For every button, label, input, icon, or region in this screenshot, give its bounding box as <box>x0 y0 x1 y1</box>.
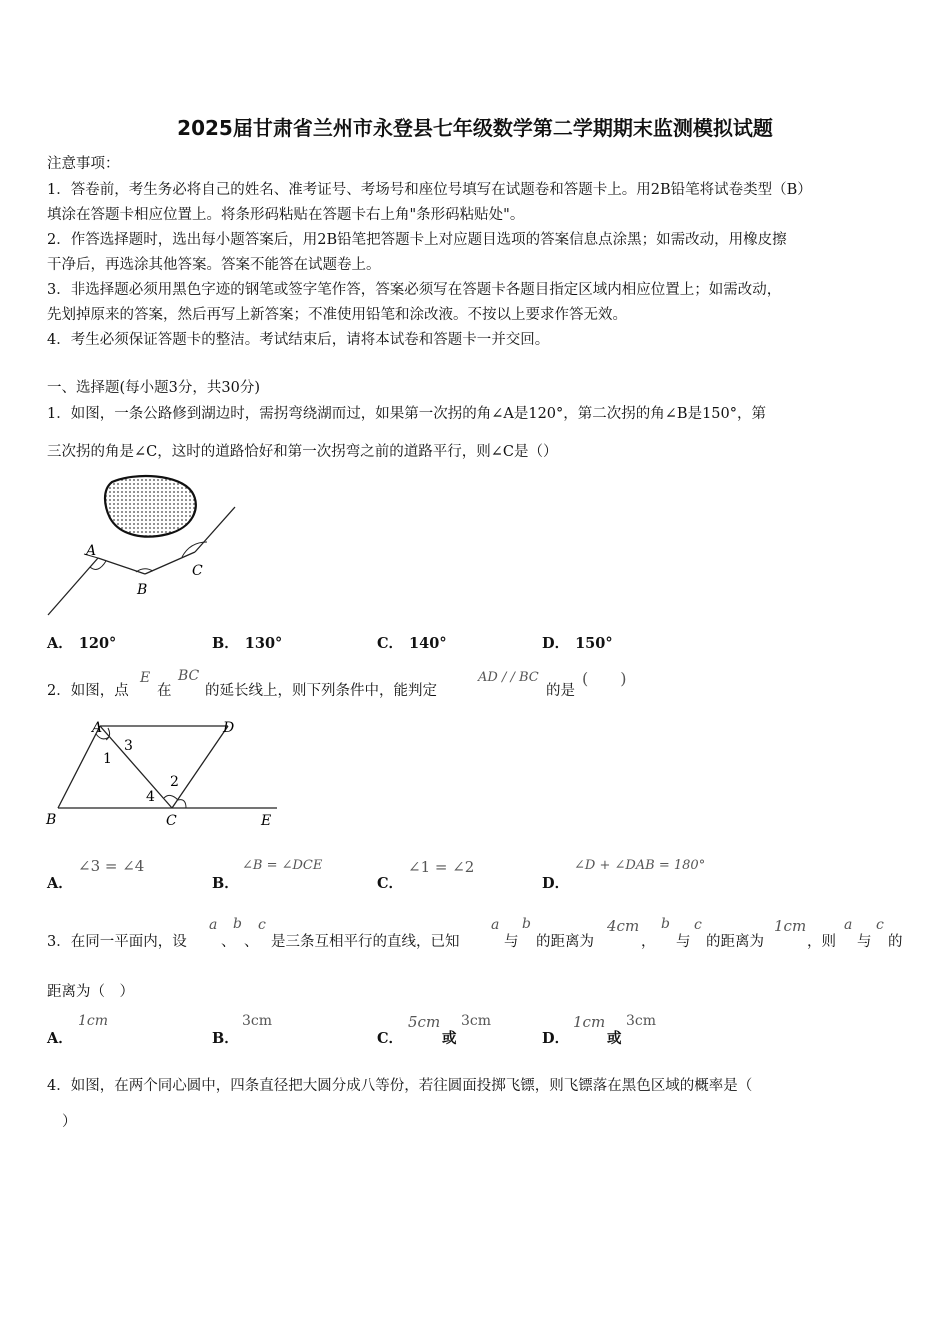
q3-option-d[interactable]: D． <box>542 1030 570 1047</box>
q3-comma: ， <box>641 934 656 950</box>
notice-line: 填涂在答题卡相应位置上。将条形码粘贴在答题卡右上角"条形码粘贴处"。 <box>47 207 525 223</box>
q2-math-bc: BC <box>178 668 200 684</box>
q3-option-d-value1: 1cm <box>573 1013 606 1031</box>
q1-option-a[interactable]: A． 120° <box>47 635 117 652</box>
q4-text-line1: 4．如图，在两个同心圆中，四条直径把大圆分成八等份，若往圆面投掷飞镖，则飞镖落在黑色区域的概率是（ <box>47 1078 753 1094</box>
q3-yu: 与 <box>504 934 519 950</box>
q3-distance-ab: 4cm <box>607 917 640 935</box>
fig-label-3: 3 <box>124 738 133 754</box>
road-segment <box>98 558 145 574</box>
q1-figure <box>40 470 250 630</box>
q2-text-part: 在 <box>157 683 172 699</box>
notice-line: 干净后，再选涂其他答案。答案不能答在试题卷上。 <box>47 257 381 273</box>
angle-arc <box>178 800 186 808</box>
notice-heading: 注意事项： <box>47 156 120 172</box>
fig-label-1: 1 <box>103 751 112 767</box>
q2-option-b-expr: ∠B = ∠DCE <box>242 858 323 873</box>
q3-option-a-value: 1cm <box>78 1013 109 1029</box>
q3-text-line2: 距离为（ ） <box>47 984 134 1000</box>
section-heading: 一、选择题(每小题3分，共30分) <box>47 380 260 396</box>
q3-option-b-value: 3cm <box>242 1013 273 1029</box>
road-segment <box>48 558 98 615</box>
q2-text-part: 的延长线上，则下列条件中，能判定 <box>205 683 437 699</box>
q3-math-c: c <box>694 917 702 933</box>
fig-label-c: C <box>166 813 177 829</box>
fig-label-b: B <box>46 812 57 828</box>
q2-option-d[interactable]: D． <box>542 875 570 892</box>
angle-arc-c <box>182 542 207 557</box>
notice-line: 3．非选择题必须用黑色字迹的钢笔或签字笔作答，答案必须写在答题卡各题目指定区域内相应位置上；如需改动， <box>47 282 782 298</box>
q3-yu: 与 <box>857 934 872 950</box>
q3-math-c: c <box>876 917 884 933</box>
q3-option-d-or: 或 <box>607 1030 622 1047</box>
q3-math-c: c <box>258 917 266 933</box>
q2-figure <box>40 712 285 832</box>
q1-text-line2: 三次拐的角是∠C，这时的道路恰好和第一次拐弯之前的道路平行，则∠C是（） <box>47 444 558 460</box>
q2-option-a[interactable]: A． <box>47 875 73 892</box>
q3-math-b: b <box>661 916 670 932</box>
q3-text-part: ，则 <box>807 934 836 950</box>
q2-option-a-expr: ∠3 = ∠4 <box>78 857 145 875</box>
q3-text-part: 的 <box>888 934 903 950</box>
q2-option-b[interactable]: B． <box>212 875 239 892</box>
q2-option-c-expr: ∠1 = ∠2 <box>408 858 475 876</box>
q3-option-c-or: 或 <box>442 1030 457 1047</box>
page-title: 2025届甘肃省兰州市永登县七年级数学第二学期期末监测模拟试题 <box>177 116 773 140</box>
q1-option-c[interactable]: C． 140° <box>377 635 447 652</box>
q3-distance-bc: 1cm <box>774 917 807 935</box>
segment-dc <box>172 726 228 808</box>
q3-yu: 与 <box>676 934 691 950</box>
fig-label-4: 4 <box>146 789 155 805</box>
fig-label-a: A <box>86 543 97 559</box>
segment-ac <box>100 726 172 808</box>
fig-label-e: E <box>261 813 272 829</box>
q3-math-b: b <box>522 916 531 932</box>
fig-label-2: 2 <box>170 774 179 790</box>
q2-text-part: 的是 <box>546 683 575 699</box>
q1-option-d[interactable]: D． 150° <box>542 635 613 652</box>
q3-text-part: 是三条互相平行的直线，已知 <box>271 934 460 950</box>
lake-shape <box>105 476 196 537</box>
notice-line: 先划掉原来的答案，然后再写上新答案；不准使用铅笔和涂改液。不按以上要求作答无效。 <box>47 307 627 323</box>
q3-text-part: 的距离为 <box>706 934 764 950</box>
q3-option-d-value2: 3cm <box>626 1013 657 1029</box>
q1-text-line1: 1．如图，一条公路修到湖边时，需拐弯绕湖而过，如果第一次拐的角∠A是120°，第二次拐的角∠B是150°，第 <box>47 406 766 422</box>
angle-arc <box>164 795 178 800</box>
segment-ab <box>58 726 100 808</box>
q2-text-part: 2．如图，点 <box>47 683 129 699</box>
q1-option-b[interactable]: B． 130° <box>212 635 283 652</box>
q3-math-a: a <box>491 917 500 933</box>
q3-text-part: 的距离为 <box>536 934 594 950</box>
fig-label-b: B <box>137 582 148 598</box>
q3-option-c-value1: 5cm <box>408 1013 441 1031</box>
q2-option-d-expr: ∠D + ∠DAB = 180° <box>574 858 706 873</box>
q2-answer-paren: ( ) <box>582 669 627 688</box>
q3-text-part: 3．在同一平面内，设 <box>47 934 187 950</box>
road-segment <box>195 507 235 552</box>
q3-math-b: b <box>233 916 242 932</box>
q3-option-b[interactable]: B． <box>212 1030 239 1047</box>
q2-math-e: E <box>140 670 151 686</box>
fig-label-a: A <box>92 720 103 736</box>
q2-math-parallel: AD / / BC <box>478 670 539 685</box>
notice-line: 2．作答选择题时，选出每小题答案后，用2B铅笔把答题卡上对应题目选项的答案信息点涂黑；如需改动，用橡皮擦 <box>47 232 787 248</box>
q3-math-a: a <box>209 917 218 933</box>
fig-label-d: D <box>223 720 235 736</box>
q3-sep: 、 <box>221 934 236 950</box>
q3-option-c-value2: 3cm <box>461 1013 492 1029</box>
q3-sep: 、 <box>244 934 259 950</box>
q3-option-c[interactable]: C． <box>377 1030 404 1047</box>
q3-option-a[interactable]: A． <box>47 1030 73 1047</box>
q2-option-c[interactable]: C． <box>377 875 404 892</box>
q3-math-a: a <box>844 917 853 933</box>
q4-text-line2: ） <box>62 1114 77 1130</box>
fig-label-c: C <box>192 563 203 579</box>
notice-line: 4．考生必须保证答题卡的整洁。考试结束后，请将本试卷和答题卡一并交回。 <box>47 332 550 348</box>
notice-line: 1．答卷前，考生务必将自己的姓名、准考证号、考场号和座位号填写在试题卷和答题卡上。用2B铅笔将试卷类型（B） <box>47 182 812 198</box>
